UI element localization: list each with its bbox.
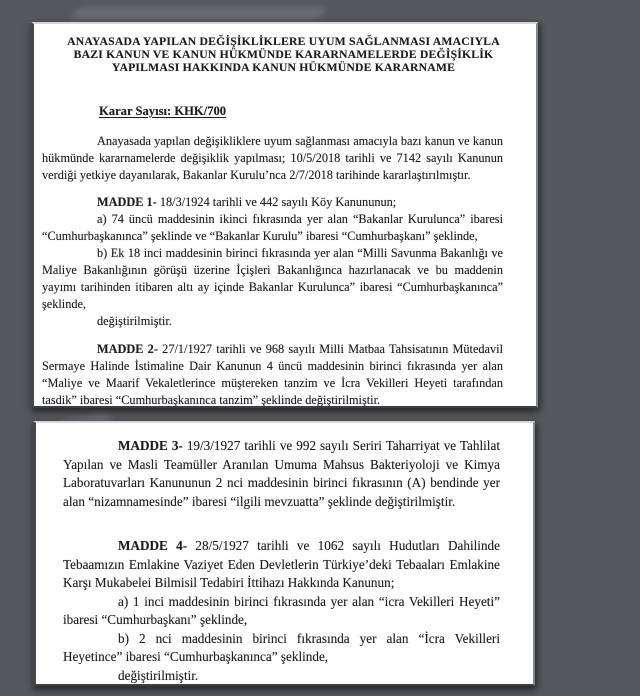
article-paragraph xyxy=(42,341,503,409)
article-item-b: b) 2 nci maddesinin birinci fıkrasında yer alan “İcra Vekilleri Heyetince” ibaresi “Cumhurbaşkanınca” şeklinde, xyxy=(63,630,500,664)
article-text: 19/3/1927 tarihli ve 992 sayılı Seriri Taharriyat ve Tahlilat Yapılan ve Masli Teamüller Aranılan Umuma Mahsus Bakteriyoloji ve Kimya Laboratuvarları Kanununun 2 nci maddesinin birinci fıkrasının (A) bendinde yer alan “nizamnamesinde” ibaresi “ilgili mevzuatta” şeklinde değiştirilmiştir. xyxy=(63,438,500,509)
intro-paragraph: Anayasada yapılan değişikliklere uyum sağlanması amacıyla bazı kanun ve kanun hükmünde kararnamelerde değişiklik yapılması; 10/5/2018 tarihli ve 7142 sayılı Kanunun verdiği yetkiye dayanılarak, Bakanlar Kurulu’nca 2/7/2018 tarihinde kararlaştırılmıştır. xyxy=(42,134,503,182)
document-page-2 xyxy=(33,421,535,686)
article-heading-line xyxy=(42,194,503,211)
article-paragraph xyxy=(63,437,500,511)
article-madde-2 xyxy=(42,341,503,409)
article-label: MADDE 2- xyxy=(97,342,158,356)
article-item-a: a) 74 üncü maddesinin ikinci fıkrasında yer alan “Bakanlar Kurulunca” ibaresi “Cumhurbaşkanınca” şeklinde ve “Bakanlar Kurulu” ibaresi “Cumhurbaşkanı” şeklinde, xyxy=(42,212,503,243)
article-label: MADDE 4- xyxy=(118,538,188,553)
article-madde-3 xyxy=(63,437,500,511)
article-label: MADDE 1- xyxy=(97,195,157,209)
decision-number: Karar Sayısı: KHK/700 xyxy=(99,104,227,118)
title-line-1: ANAYASADA YAPILAN DEĞİŞİKLİKLERE UYUM SAĞLANMASI AMACIYLA xyxy=(67,35,500,48)
document-page-1 xyxy=(31,22,538,408)
article-madde-1 xyxy=(42,194,503,330)
article-madde-4 xyxy=(63,537,500,685)
article-intro-text: 18/3/1924 tarihli ve 442 sayılı Köy Kanununun; xyxy=(159,195,397,209)
article-item-a: a) 1 inci maddesinin birinci fıkrasında yer alan “icra Vekilleri Heyeti” ibaresi “Cumhurbaşkanı” şeklinde, xyxy=(63,593,500,627)
article-intro-text: 28/5/1927 tarihli ve 1062 sayılı Hudutları Dahilinde Tebaamızın Emlakine Vaziyet Eden Devletlerin Türkiye’deki Tebaaları Emlakine Karşı Mukabelei Bilmisil Tedabiri İttihazı Hakkında Kanunun; xyxy=(63,538,501,590)
scan-artifact-top xyxy=(70,7,327,19)
article-label: MADDE 3- xyxy=(118,438,183,453)
article-closing: değiştirilmiştir. xyxy=(118,667,199,683)
title-line-3: YAPILMASI HAKKINDA KANUN HÜKMÜNDE KARARNAME xyxy=(111,61,456,74)
title-line-2: BAZI KANUN VE KANUN HÜKMÜNDE KARARNAMELERDE DEĞİŞİKLİK xyxy=(73,48,494,61)
document-title xyxy=(64,35,503,74)
article-text: 27/1/1927 tarihli ve 968 sayılı Milli Matbaa Tahsisatının Mütedavil Sermaye Halinde İstimaline Dair Kanunun 4 üncü maddesinin birinci fıkrasında yer alan “Maliye ve Maarif Vekaletlerince müştereken tanzim ve İcra Vekilleri Heyeti tarafından tasdik” ibaresi “Cumhurbaşkanınca tanzim” şeklinde değiştirilmiştir. xyxy=(42,342,503,407)
article-closing: değiştirilmiştir. xyxy=(97,314,172,328)
article-heading-line xyxy=(63,537,500,593)
article-item-b: b) Ek 18 inci maddesinin birinci fıkrasında yer alan “Milli Savunma Bakanlığı ve Maliye Bakanlığının görüşü üzerine İçişleri Bakanlığınca hazırlanacak ve bu maddenin yayımı tarihinden itibaren altı ay içinde Bakanlar Kurulunca” ibaresi “Cumhurbaşkanınca” şeklinde, xyxy=(42,246,503,311)
